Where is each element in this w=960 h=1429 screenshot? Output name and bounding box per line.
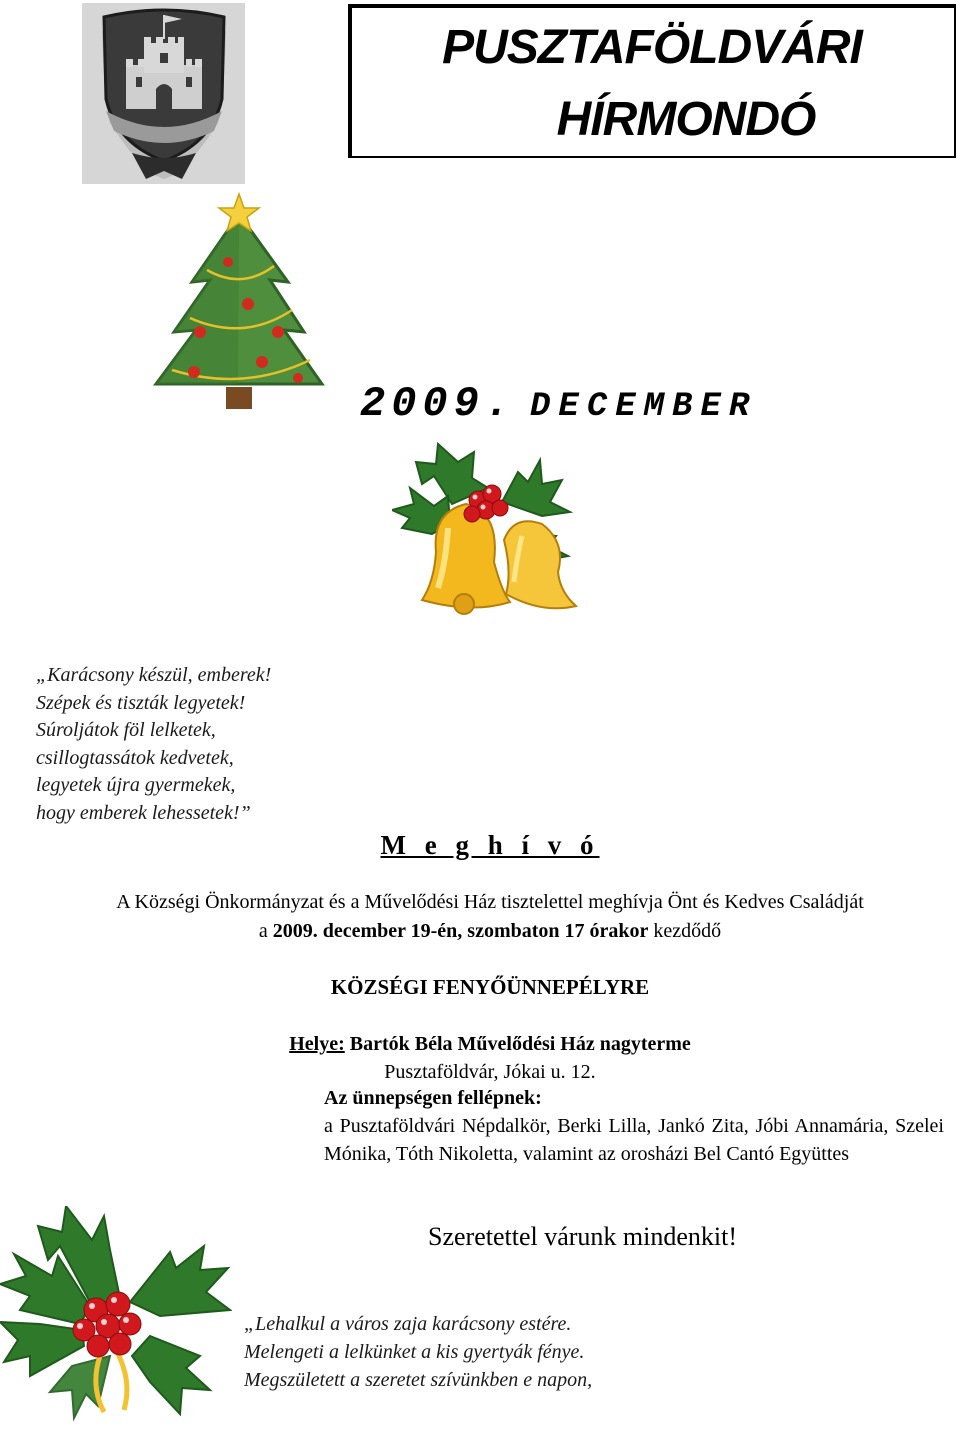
venue-line [0, 1030, 960, 1058]
performers [324, 1084, 944, 1168]
poem-line: Megszületett a szeretet szívünkben e napon, [244, 1369, 593, 1391]
closing-message: Szeretettel várunk mindenkit! [428, 1222, 738, 1251]
issue-date [360, 380, 757, 428]
poem-line: Súroljátok föl lelketek, [36, 719, 216, 741]
masthead-title-line1: PUSZTAFÖLDVÁRI [442, 21, 862, 74]
performers-heading: Az ünnepségen fellépnek: [324, 1087, 542, 1109]
invitation-pre: a [258, 920, 273, 942]
christmas-tree-image [152, 192, 327, 417]
venue [0, 1030, 960, 1086]
invitation-text [30, 888, 950, 946]
issue-month: DECEMBER [530, 388, 758, 426]
poem-line: csillogtassátok kedvetek, [36, 746, 234, 769]
issue-year: 2009. [360, 380, 517, 428]
invitation-heading: M e g h í v ó [380, 830, 600, 860]
poem-line: „Karácsony készül, emberek! [36, 664, 272, 686]
venue-label: Helye: [289, 1033, 345, 1055]
invitation-line1: A Községi Önkormányzat és a Művelődési Ház tisztelettel meghívja Önt és Kedves Családját [116, 891, 864, 913]
venue-name: Bartók Béla Művelődési Ház nagyterme [344, 1033, 691, 1055]
poem-top [36, 662, 271, 827]
poem-line: „Lehalkul a város zaja karácsony estére. [244, 1313, 572, 1335]
christmas-bells-icon [392, 432, 586, 628]
poem-line: hogy emberek lehessetek!” [36, 801, 251, 824]
poem-line: legyetek újra gyermekek, [36, 774, 236, 796]
christmas-tree-icon [152, 192, 327, 417]
venue-address: Pusztaföldvár, Jókai u. 12. [384, 1061, 596, 1083]
holly-berries-icon [0, 1206, 232, 1424]
christmas-bells-image [392, 432, 586, 628]
invitation-date: 2009. december 19-én, szombaton 17 órakor [272, 920, 649, 942]
performers-list: a Pusztaföldvári Népdalkör, Berki Lilla, Jankó Zita, Jóbi Annamária, Szelei Mónika, Tóth Nikoletta, valamint az orosházi Bel Cantó Együttes [324, 1115, 944, 1165]
event-name: KÖZSÉGI FENYŐÜNNEPÉLYRE [330, 975, 650, 999]
castle-coat-of-arms-icon [82, 3, 245, 184]
holly-image [0, 1206, 232, 1424]
poem-line: Szépek és tiszták legyetek! [36, 691, 246, 714]
crest-image [82, 3, 245, 184]
invitation-line2 [30, 917, 950, 946]
invitation-post: kezdődő [648, 920, 722, 942]
masthead-box [348, 4, 956, 158]
masthead-title-line2: HÍRMONDÓ [556, 93, 816, 146]
poem-line: Melengeti a lelkünket a kis gyertyák fénye. [244, 1341, 585, 1363]
poem-bottom [244, 1310, 592, 1394]
